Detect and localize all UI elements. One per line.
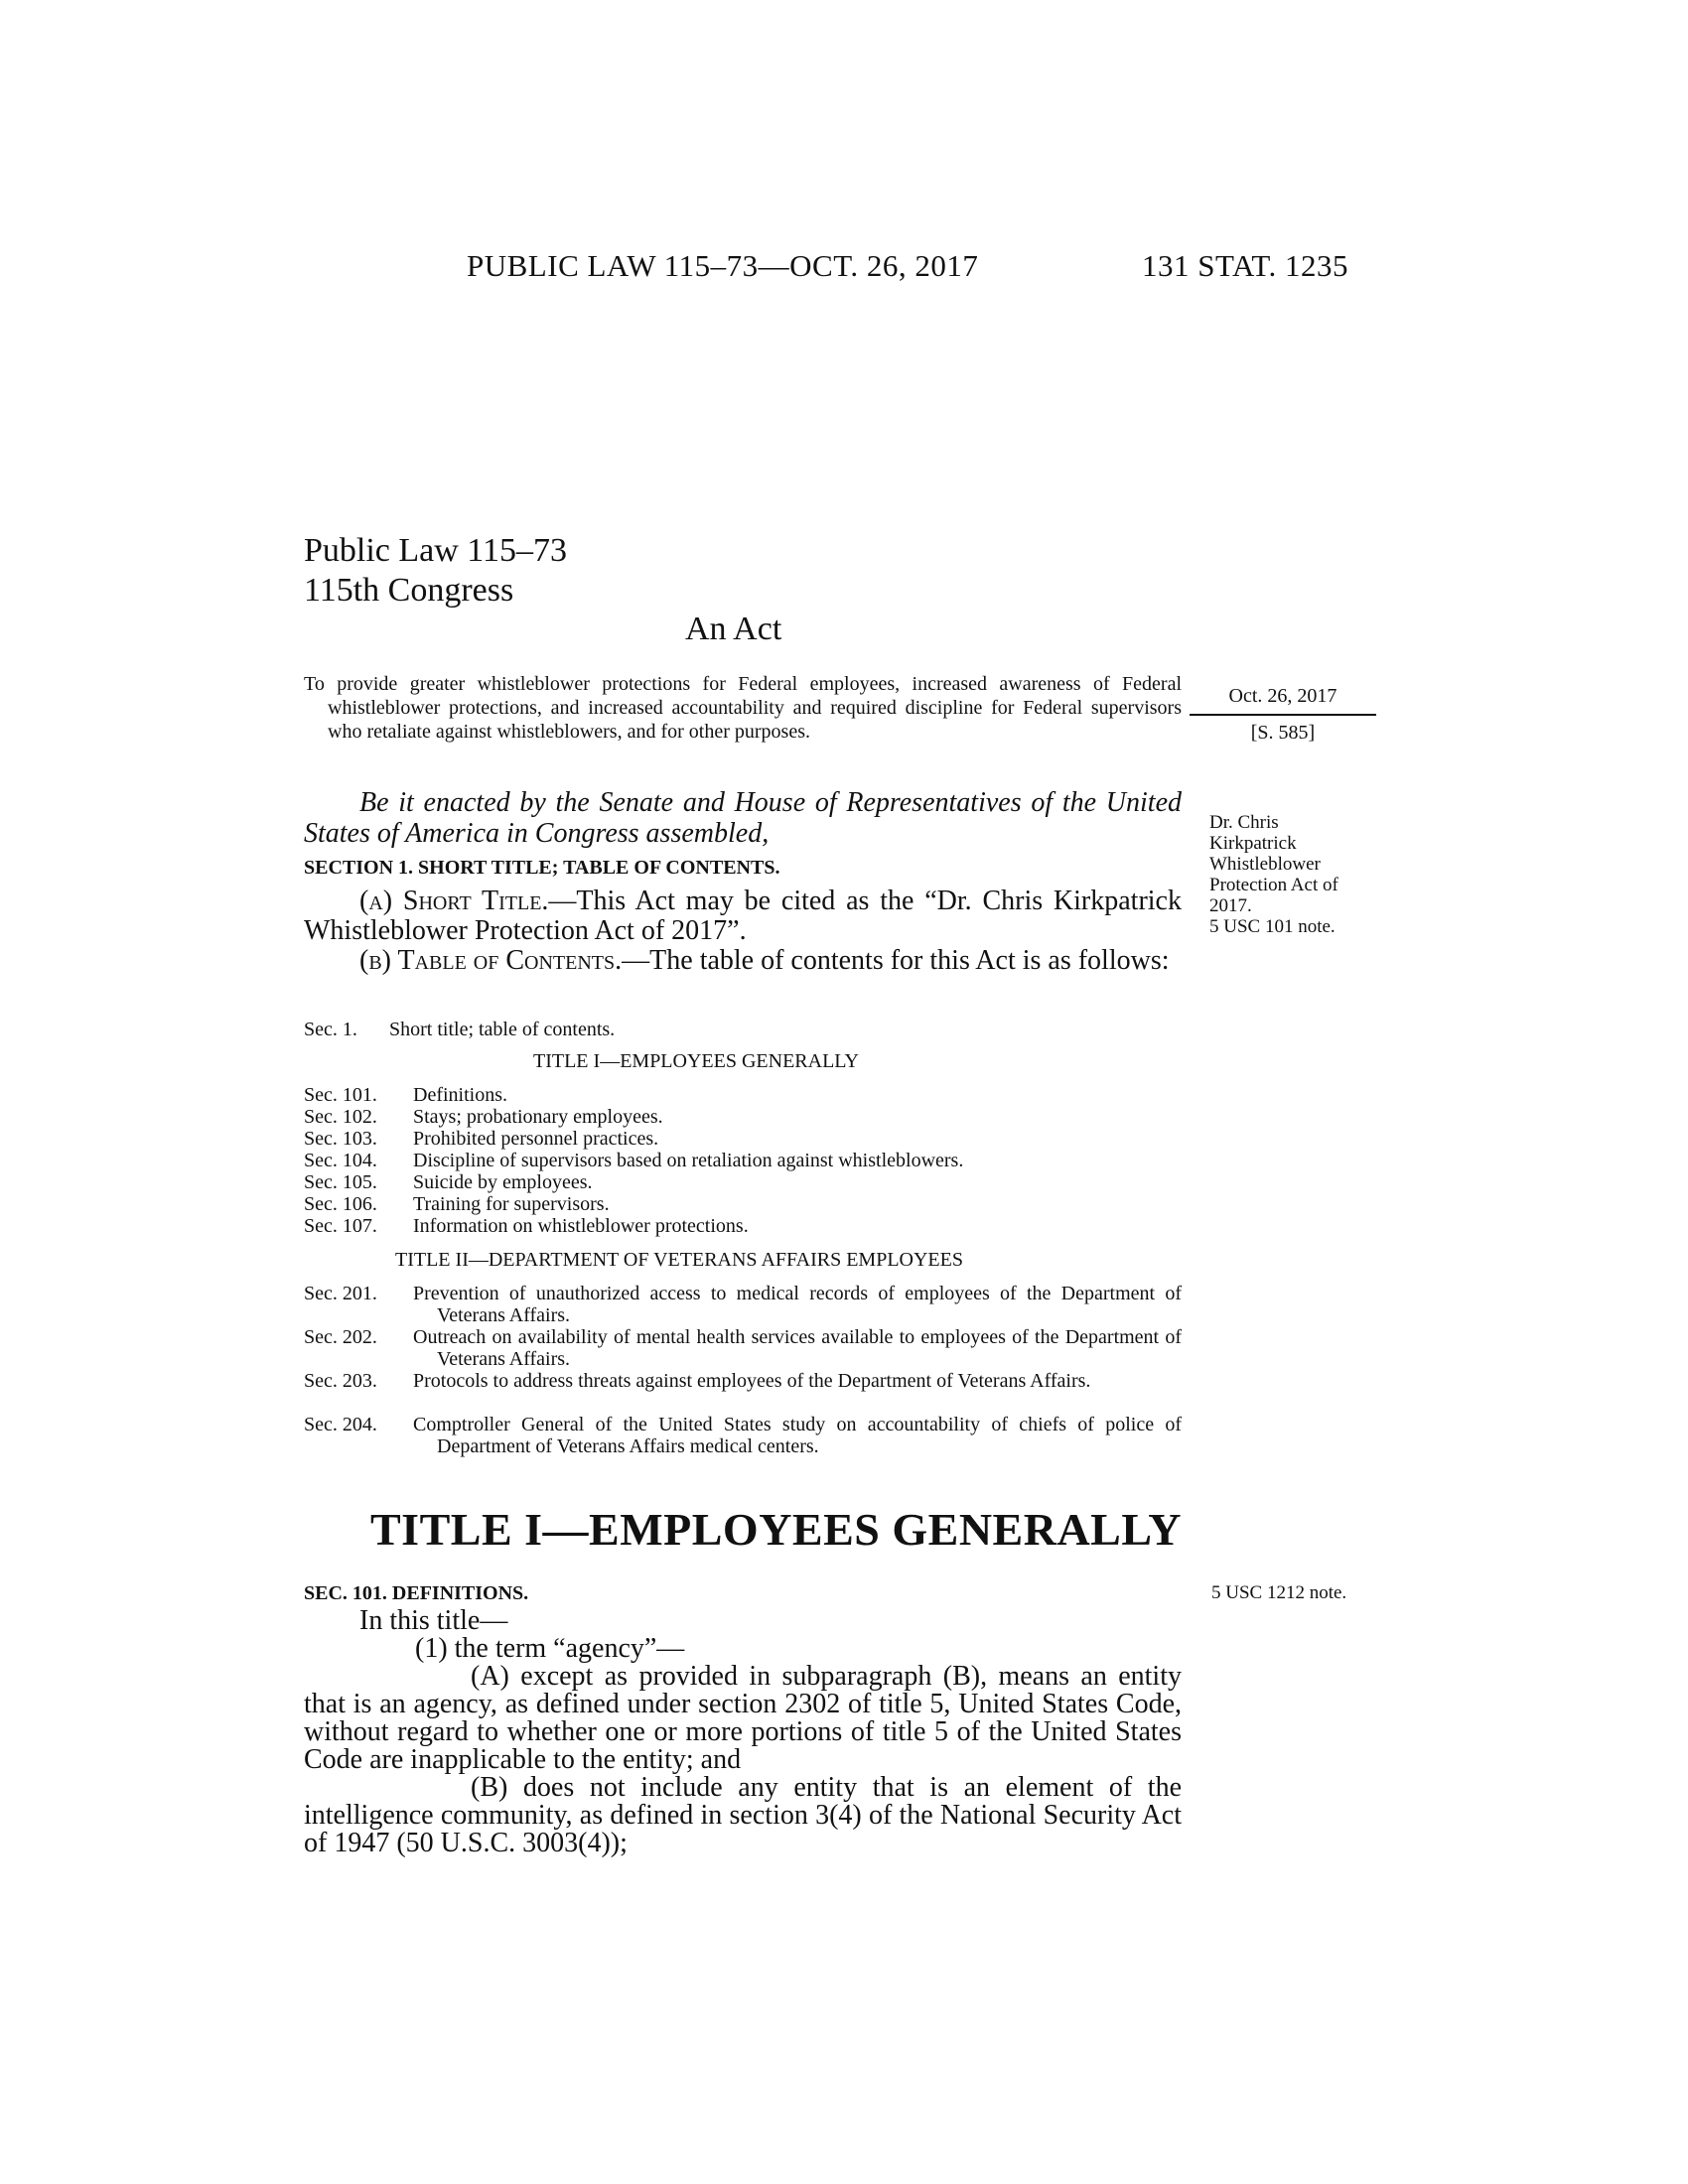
date-rule [1190, 714, 1376, 716]
toc-section-title: Suicide by employees. [413, 1171, 593, 1193]
statute-citation: 131 STAT. 1235 [1142, 248, 1349, 283]
definition-paragraph-1: (1) the term “agency”— [415, 1633, 685, 1664]
act-purpose: To provide greater whistleblower protections for Federal employees, increased awareness of Federal whistleblower protections, and increased accountability and required discipline for Federal supervisors who retaliate against whistleblowers, and for other purposes. [304, 673, 1182, 743]
section-101-margin-note: 5 USC 1212 note. [1211, 1582, 1347, 1603]
toc-section-title: Comptroller General of the United States study on accountability of chiefs of police of Department of Veterans Affairs medical centers. [413, 1414, 1182, 1457]
margin-note-line: Kirkpatrick [1209, 833, 1297, 854]
definitions-intro: In this title— [359, 1605, 508, 1636]
toc-section-title: Prohibited personnel practices. [413, 1128, 659, 1150]
bill-number: [S. 585] [1250, 722, 1316, 744]
toc-section-number: Sec. 105. [304, 1171, 377, 1193]
toc-section-number: Sec. 201. [304, 1283, 377, 1304]
public-law-number: Public Law 115–73 [304, 532, 568, 569]
act-label: An Act [685, 611, 782, 647]
toc-section-title: Discipline of supervisors based on retaliation against whistleblowers. [413, 1150, 964, 1171]
toc-section-number: Sec. 106. [304, 1193, 377, 1215]
short-title-paragraph [304, 887, 1182, 946]
section-1-heading: SECTION 1. SHORT TITLE; TABLE OF CONTENTS. [304, 857, 780, 879]
toc-section-title: Protocols to address threats against employees of the Department of Veterans Affairs. [413, 1370, 1091, 1392]
toc-section-title: Short title; table of contents. [389, 1019, 616, 1040]
margin-note-line: Protection Act of [1209, 875, 1338, 895]
margin-note-line: 2017. [1209, 895, 1252, 916]
definition-subparagraph-a: (A) except as provided in subparagraph (B), means an entity that is an agency, as defined under section 2302 of title 5, United States Code, without regard to whether one or more portions of title 5 of the United States Code are inapplicable to the entity; and [304, 1661, 1182, 1775]
toc-section-number: Sec. 101. [304, 1084, 377, 1106]
toc-section-number: Sec. 203. [304, 1370, 377, 1392]
toc-label: (b) Table of Contents [359, 945, 616, 976]
toc-intro-paragraph [304, 946, 1182, 976]
toc-section-number: Sec. 202. [304, 1326, 377, 1348]
title-1-heading: TITLE I—EMPLOYEES GENERALLY [370, 1504, 1183, 1555]
toc-section-title: Prevention of unauthorized access to medical records of employees of the Department of Veterans Affairs. [413, 1283, 1182, 1326]
toc-section-title: Outreach on availability of mental health services available to employees of the Department of Veterans Affairs. [413, 1326, 1182, 1370]
margin-note-line: 5 USC 101 note. [1209, 916, 1336, 937]
toc-section-number: Sec. 107. [304, 1215, 377, 1237]
toc-section-number: Sec. 103. [304, 1128, 377, 1150]
enacting-clause: Be it enacted by the Senate and House of Representatives of the United States of America in Congress assembled, [304, 787, 1182, 849]
toc-section-number: Sec. 204. [304, 1414, 377, 1435]
definition-subparagraph-b: (B) does not include any entity that is an element of the intelligence community, as defined in section 3(4) of the National Security Act of 1947 (50 U.S.C. 3003(4)); [304, 1772, 1182, 1858]
toc-section-number: Sec. 104. [304, 1150, 377, 1171]
toc-section-title: Definitions. [413, 1084, 507, 1106]
short-title-label: (a) Short Title [359, 886, 542, 916]
margin-note-line: Dr. Chris [1209, 812, 1279, 833]
toc-section-number: Sec. 102. [304, 1106, 377, 1128]
section-101-heading: SEC. 101. DEFINITIONS. [304, 1582, 529, 1604]
running-title: PUBLIC LAW 115–73—OCT. 26, 2017 [467, 248, 979, 283]
congress-number: 115th Congress [304, 572, 514, 609]
toc-intro-text: .—The table of contents for this Act is as follows: [615, 945, 1170, 976]
toc-section-number: Sec. 1. [304, 1019, 357, 1040]
toc-section-title: Stays; probationary employees. [413, 1106, 663, 1128]
short-title-margin-note [1209, 812, 1388, 937]
margin-note-line: Whistleblower [1209, 854, 1321, 875]
toc-section-title: Information on whistleblower protections. [413, 1215, 749, 1237]
short-title-text: .—This Act may be cited as the “Dr. Chris Kirkpatrick Whistleblower Protection Act of 2017”. [304, 886, 1182, 946]
enactment-date: Oct. 26, 2017 [1228, 685, 1337, 707]
definitions-body [304, 1607, 1182, 1857]
toc-title-1-heading: TITLE I—EMPLOYEES GENERALLY [533, 1050, 859, 1072]
toc-title-2-heading: TITLE II—DEPARTMENT OF VETERANS AFFAIRS EMPLOYEES [395, 1249, 963, 1271]
toc-section-title: Training for supervisors. [413, 1193, 610, 1215]
